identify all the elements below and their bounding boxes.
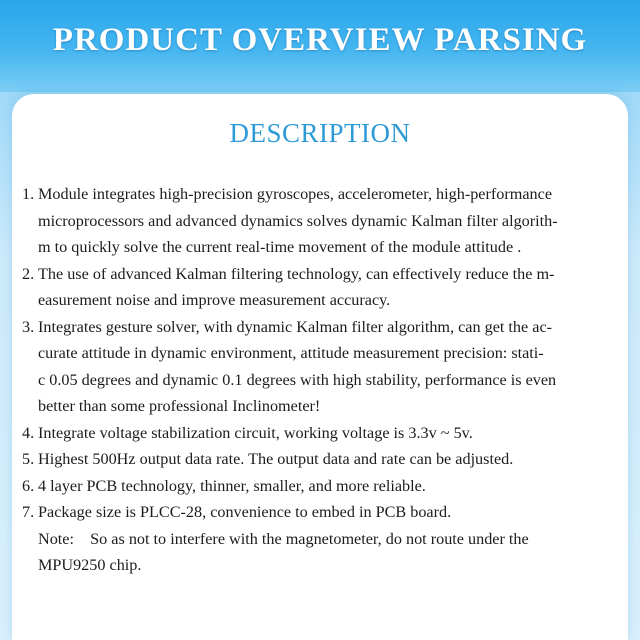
list-item: [22, 446, 630, 473]
item-line: microprocessors and advanced dynamics solves dynamic Kalman filter algorith-: [38, 211, 558, 230]
item-text: [38, 420, 630, 447]
item-line: Integrate voltage stabilization circuit, working voltage is 3.3v ~ 5v.: [38, 423, 473, 442]
item-text: [38, 261, 630, 314]
item-number: 7.: [22, 503, 35, 521]
item-number: 4.: [22, 423, 35, 442]
item-number: 2.: [22, 264, 35, 283]
item-line: better than some professional Inclinometer!: [38, 397, 321, 415]
item-line: 4 layer PCB technology, thinner, smaller, and more reliable.: [38, 476, 426, 495]
list-item: [22, 473, 630, 500]
list-item: [22, 314, 630, 420]
section-title: DESCRIPTION: [229, 118, 411, 148]
item-line: m to quickly solve the current real-time movement of the module attitude .: [38, 238, 522, 256]
note-line: MPU9250 chip.: [38, 556, 142, 574]
item-text: [38, 314, 630, 420]
item-text: [38, 499, 630, 579]
item-line: Module integrates high-precision gyroscopes, accelerometer, high-performance: [38, 185, 553, 203]
item-number: 3.: [22, 317, 35, 336]
banner-title: PRODUCT OVERVIEW PARSING: [52, 22, 588, 58]
item-text: [38, 446, 630, 473]
item-text: [38, 181, 630, 261]
list-item: [22, 181, 630, 261]
list-item: [22, 420, 630, 447]
item-number: 6.: [22, 476, 35, 495]
item-line: Integrates gesture solver, with dynamic Kalman filter algorithm, can get the ac-: [38, 317, 553, 336]
description-list: [22, 181, 630, 579]
item-text: [38, 473, 630, 500]
item-line: The use of advanced Kalman filtering technology, can effectively reduce the m-: [38, 264, 555, 283]
list-item: [22, 261, 630, 314]
header-banner: [0, 0, 640, 92]
item-line: easurement noise and improve measurement accuracy.: [38, 291, 391, 309]
note-line: Note: So as not to interfere with the magnetometer, do not route under the: [38, 529, 529, 548]
list-item: [22, 499, 630, 579]
item-line: curate attitude in dynamic environment, attitude measurement precision: stati-: [38, 344, 544, 362]
item-number: 1.: [22, 185, 35, 203]
item-line: Package size is PLCC-28, convenience to embed in PCB board.: [38, 503, 452, 521]
item-line: c 0.05 degrees and dynamic 0.1 degrees with high stability, performance is even: [38, 370, 557, 389]
item-line: Highest 500Hz output data rate. The output data and rate can be adjusted.: [38, 450, 514, 468]
item-number: 5.: [22, 450, 35, 468]
